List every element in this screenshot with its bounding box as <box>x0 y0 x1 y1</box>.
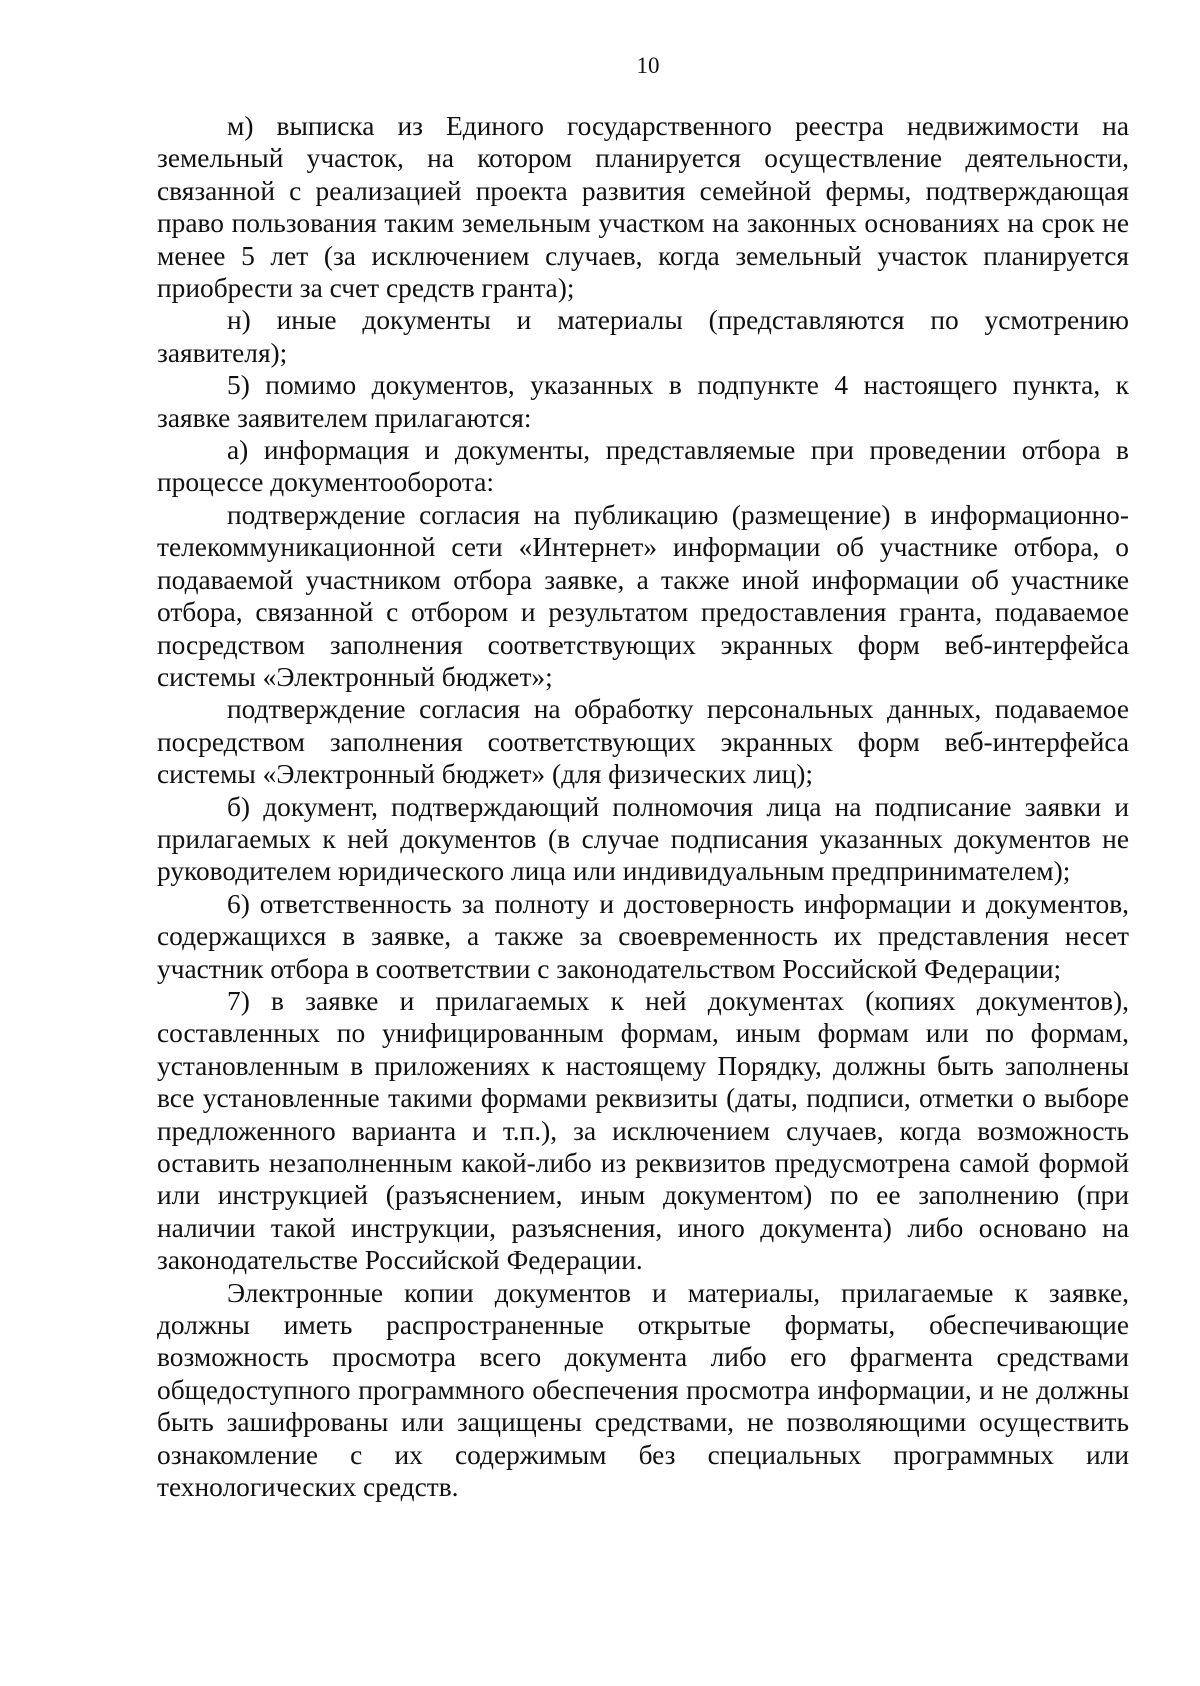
paragraph-item-a: а) информация и документы, представляемые при проведении отбора в процессе документооборота: <box>157 435 1129 498</box>
paragraph-subitem-7: 7) в заявке и прилагаемых к ней документах (копиях документов), составленных по унифицированным формам, иным формам или по формам, установленным в приложениях к настоящему Порядку, должны быть заполнены все установленные такими формами реквизиты (даты, подписи, отметки о выборе предложенного варианта и т.п.), за исключением случаев, когда возможность оставить незаполненным какой-либо из реквизитов предусмотрена самой формой или инструкцией (разъяснением, иным документом) по ее заполнению (при наличии такой инструкции, разъяснения, иного документа) либо основано на законодательстве Российской Федерации. <box>157 985 1129 1276</box>
paragraph-consent-personal-data: подтверждение согласия на обработку персональных данных, подаваемое посредством заполнения соответствующих экранных форм веб-интерфейса системы «Электронный бюджет» (для физических лиц); <box>157 694 1129 790</box>
paragraph-consent-publication: подтверждение согласия на публикацию (размещение) в информационно-телекоммуникационной сети «Интернет» информации об участнике отбора, о подаваемой участником отбора заявке, а также иной информации об участнике отбора, связанной с отбором и результатом предоставления гранта, подаваемое посредством заполнения соответствующих экранных форм веб-интерфейса системы «Электронный бюджет»; <box>157 499 1129 692</box>
document-body <box>157 110 1129 1503</box>
paragraph-item-n: н) иные документы и материалы (представляются по усмотрению заявителя); <box>157 305 1129 368</box>
paragraph-electronic-copies: Электронные копии документов и материалы, прилагаемые к заявке, должны иметь распространенные открытые форматы, обеспечивающие возможность просмотра всего документа либо его фрагмента средствами общедоступного программного обеспечения просмотра информации, и не должны быть зашифрованы или защищены средствами, не позволяющими осуществить ознакомление с их содержимым без специальных программных или технологических средств. <box>157 1277 1129 1503</box>
page-number: 10 <box>636 53 660 78</box>
paragraph-subitem-6: 6) ответственность за полноту и достоверность информации и документов, содержащихся в заявке, а также за своевременность их представления несет участник отбора в соответствии с законодательством Российской Федерации; <box>157 888 1129 984</box>
paragraph-subitem-5: 5) помимо документов, указанных в подпункте 4 настоящего пункта, к заявке заявителем прилагаются: <box>157 370 1129 433</box>
paragraph-item-b: б) документ, подтверждающий полномочия лица на подписание заявки и прилагаемых к ней документов (в случае подписания указанных документов не руководителем юридического лица или индивидуальным предпринимателем); <box>157 791 1129 887</box>
paragraph-item-m: м) выписка из Единого государственного реестра недвижимости на земельный участок, на котором планируется осуществление деятельности, связанной с реализацией проекта развития семейной фермы, подтверждающая право пользования таким земельным участком на законных основаниях на срок не менее 5 лет (за исключением случаев, когда земельный участок планируется приобрести за счет средств гранта); <box>157 111 1129 304</box>
